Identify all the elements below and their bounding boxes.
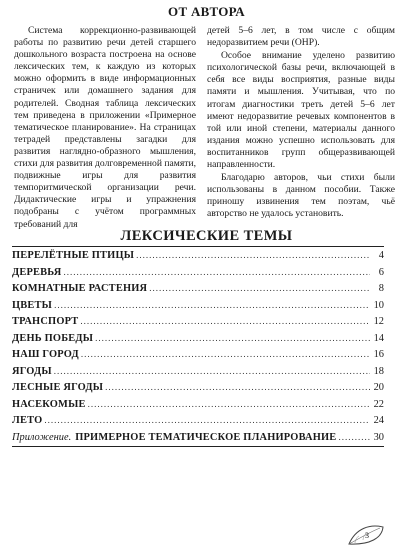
left-text-column [14, 25, 196, 231]
toc-title: ЛЕТО [12, 415, 43, 426]
divider-top [12, 246, 384, 247]
toc-leader [54, 300, 370, 310]
toc-row[interactable] [12, 399, 384, 416]
toc-row[interactable] [12, 415, 384, 432]
divider-bottom [12, 446, 384, 447]
topics-title: ЛЕКСИЧЕСКИЕ ТЕМЫ [120, 228, 293, 244]
toc-leader [64, 267, 370, 277]
intro-paragraph: Система коррекционно-развивающей работы по развитию речи детей старшего дошкольного возраста построена на основе лексических тем, к каждую из которых можно оформить в виде информационных страничек или домашнего задания для родителей. Сводная таблица лексических тем приведена в приложении «Примерное тематическое планирование». На страницах тетрадей представлены загадки для развития наглядно-образного мышления, стихи для развития долговременной памяти, подвижные игры для развития темпоритмической организации речи. Дидактические игры и упражнения подобраны с учётом программных требований для [14, 25, 196, 230]
toc-row[interactable] [12, 300, 384, 317]
intro-paragraph-continued: детей 5–6 лет, в том числе с общим недоразвитием речи (ОНР). [207, 25, 395, 49]
toc-page: 16 [373, 349, 384, 360]
toc-title: ДЕНЬ ПОБЕДЫ [12, 332, 94, 344]
toc-row[interactable] [12, 366, 384, 383]
toc-page: 22 [373, 398, 384, 410]
toc-leader [338, 432, 370, 442]
toc-prefix: Приложение. [12, 431, 72, 443]
toc-page: 4 [378, 250, 384, 261]
toc-leader [81, 349, 370, 359]
toc-title: ПРИМЕРНОЕ ТЕМАТИЧЕСКОЕ ПЛАНИРОВАНИЕ [75, 431, 337, 443]
toc-title: ЯГОДЫ [12, 365, 52, 377]
toc-leader [149, 283, 370, 293]
toc-leader [136, 250, 370, 260]
toc-page: 14 [373, 332, 384, 344]
toc-row[interactable] [12, 283, 384, 300]
toc-title: ДЕРЕВЬЯ [12, 266, 62, 278]
toc-title: НАСЕКОМЫЕ [12, 398, 86, 410]
toc-leader [105, 382, 370, 392]
table-of-contents [12, 250, 384, 448]
toc-leader [95, 333, 370, 343]
toc-row[interactable] [12, 382, 384, 399]
toc-page: 10 [373, 299, 384, 311]
toc-title: КОМНАТНЫЕ РАСТЕНИЯ [12, 283, 148, 294]
toc-row[interactable] [12, 349, 384, 366]
page-number: 3 [365, 531, 369, 540]
toc-title: НАШ ГОРОД [12, 349, 79, 360]
psychology-paragraph: Особое внимание уделено развитию психологической базы речи, включающей в себя все виды восприятия, разные виды памяти и мышления. Учитывая, что по итогам диагностики треть детей 5–6 лет имеют недоразвитие речевых компонентов в той или иной степени, материалы данного издания можно успешно использовать для воспитанников групп общеразвивающей направленности. [207, 50, 395, 171]
toc-row[interactable] [12, 267, 384, 284]
toc-page: 8 [378, 283, 384, 294]
toc-leader [44, 415, 370, 425]
toc-title: ТРАНСПОРТ [12, 316, 79, 327]
toc-row[interactable] [12, 333, 384, 350]
toc-page: 20 [373, 382, 384, 393]
toc-title: ЦВЕТЫ [12, 299, 53, 311]
toc-leader [88, 399, 370, 409]
right-text-column [207, 25, 395, 221]
toc-leader [54, 366, 370, 376]
toc-row[interactable] [12, 250, 384, 267]
toc-leader [80, 316, 370, 326]
toc-row[interactable] [12, 316, 384, 333]
toc-page: 6 [378, 266, 384, 278]
page-title: ОТ АВТОРА [168, 4, 245, 19]
toc-page: 30 [373, 431, 384, 443]
toc-page: 24 [373, 415, 384, 426]
toc-page: 12 [373, 316, 384, 327]
toc-title: ПЕРЕЛЁТНЫЕ ПТИЦЫ [12, 250, 135, 261]
toc-title: ЛЕСНЫЕ ЯГОДЫ [12, 382, 104, 393]
thanks-paragraph: Благодарю авторов, чьи стихи были использованы в данном пособии. Также приношу извинения тем поэтам, чьё авторство не удалось установить. [207, 172, 395, 220]
toc-page: 18 [373, 365, 384, 377]
